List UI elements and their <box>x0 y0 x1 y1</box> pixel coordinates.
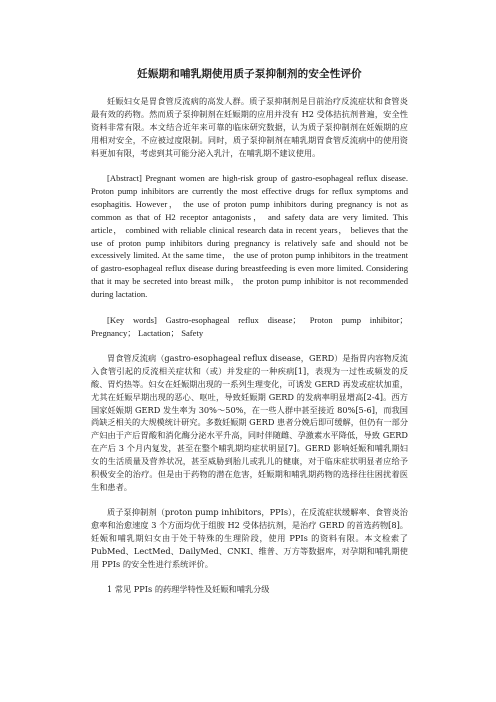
abstract-english: [Abstract] Pregnant women are high-risk group of gastro-esophageal reflux disease. Proton pump inhibitors are currently the most effective drugs for reflux symptoms and esophagitis. However， the use of proton pump inhibitors during pregnancy is not as common as that of H2 receptor antagonists， and safety data are very limited. This article， combined with reliable clinical research data in recent years， believes that the use of proton pump inhibitors during pregnancy is relatively safe and should not be excessively limited. At the same time， the use of proton pump inhibitors in the treatment of gastro-esophageal reflux disease during breastfeeding is even more limited. Considering that it may be secreted into breast milk， the proton pump inhibitor is not recommended during lactation. <box>91 173 408 300</box>
body-paragraph-2: 质子泵抑制剂（proton pump inhibitors，PPIs），在反流症状缓解率、食管炎治愈率和治愈速度 3 个方面均优于组胺 H2 受体拮抗剂，是治疗 GERD 的首选药物[8]。妊娠和哺乳期妇女由于处于特殊的生理阶段，使用 PPIs 的资料有限。本文检索了 PubMed、LectMed、DailyMed、CNKI、维普、万方等数据库，对孕期和哺乳期使用 PPIs 的安全性进行系统评价。 <box>91 507 408 569</box>
document-title: 妊娠期和哺乳期使用质子泵抑制剂的安全性评价 <box>137 68 362 80</box>
keywords: [Key words] Gastro-esophageal reflux disease； Proton pump inhibitor； Pregnancy； Lactation； Safety <box>91 314 408 338</box>
body-paragraph-1: 胃食管反流病（gastro-esophageal reflux disease，GERD）是指胃内容物反流入食管引起的反流相关症状和（或）并发症的一种疾病[1]，表现为一过性或频发的反酸、胃灼热等。妇女在妊娠期出现的一系列生理变化，可诱发 GERD 再发或症状加重，尤其在妊娠早期出现的恶心、呕吐，导致妊娠期 GERD 的发病率明显增高[2-4]。西方国家妊娠期 GERD 发生率为 30%～50%，在一些人群中甚至接近 80%[5-6]，而我国尚缺乏相关的大规模统计研究。多数妊娠期 GERD 患者分娩后即可缓解，但仍有一部分产妇由于产后胃酸和消化酶分泌水平升高，同时伴随雌、孕激素水平降低，导致 GERD 在产后 3 个月内复发，甚至在整个哺乳期均症状明显[7]。GERD 影响妊娠和哺乳期妇女的生活质量及营养状况，甚至威胁到胎儿或乳儿的健康，对于临床症状明显者应给予积极安全的治疗。但是由于药物的潜在危害，妊娠期和哺乳期药物的选择往往困扰着医生和患者。 <box>91 352 409 492</box>
section-heading: 1 常见 PPIs 的药理学特性及妊娠和哺乳分级 <box>107 584 270 595</box>
abstract-chinese: 妊娠妇女是胃食管反流病的高发人群。质子泵抑制剂是目前治疗反流症状和食管炎最有效的药物。然而质子泵抑制剂在妊娠期的应用并没有 H2 受体拮抗剂普遍，安全性资料非常有限。本文结合近年来可靠的临床研究数据，认为质子泵抑制剂在妊娠期的应用相对安全，不应被过度限制。同时，质子泵抑制剂在哺乳期胃食管反流病中的使用资料更加有限，考虑到其可能分泌入乳汁，在哺乳期不建议使用。 <box>91 96 408 158</box>
